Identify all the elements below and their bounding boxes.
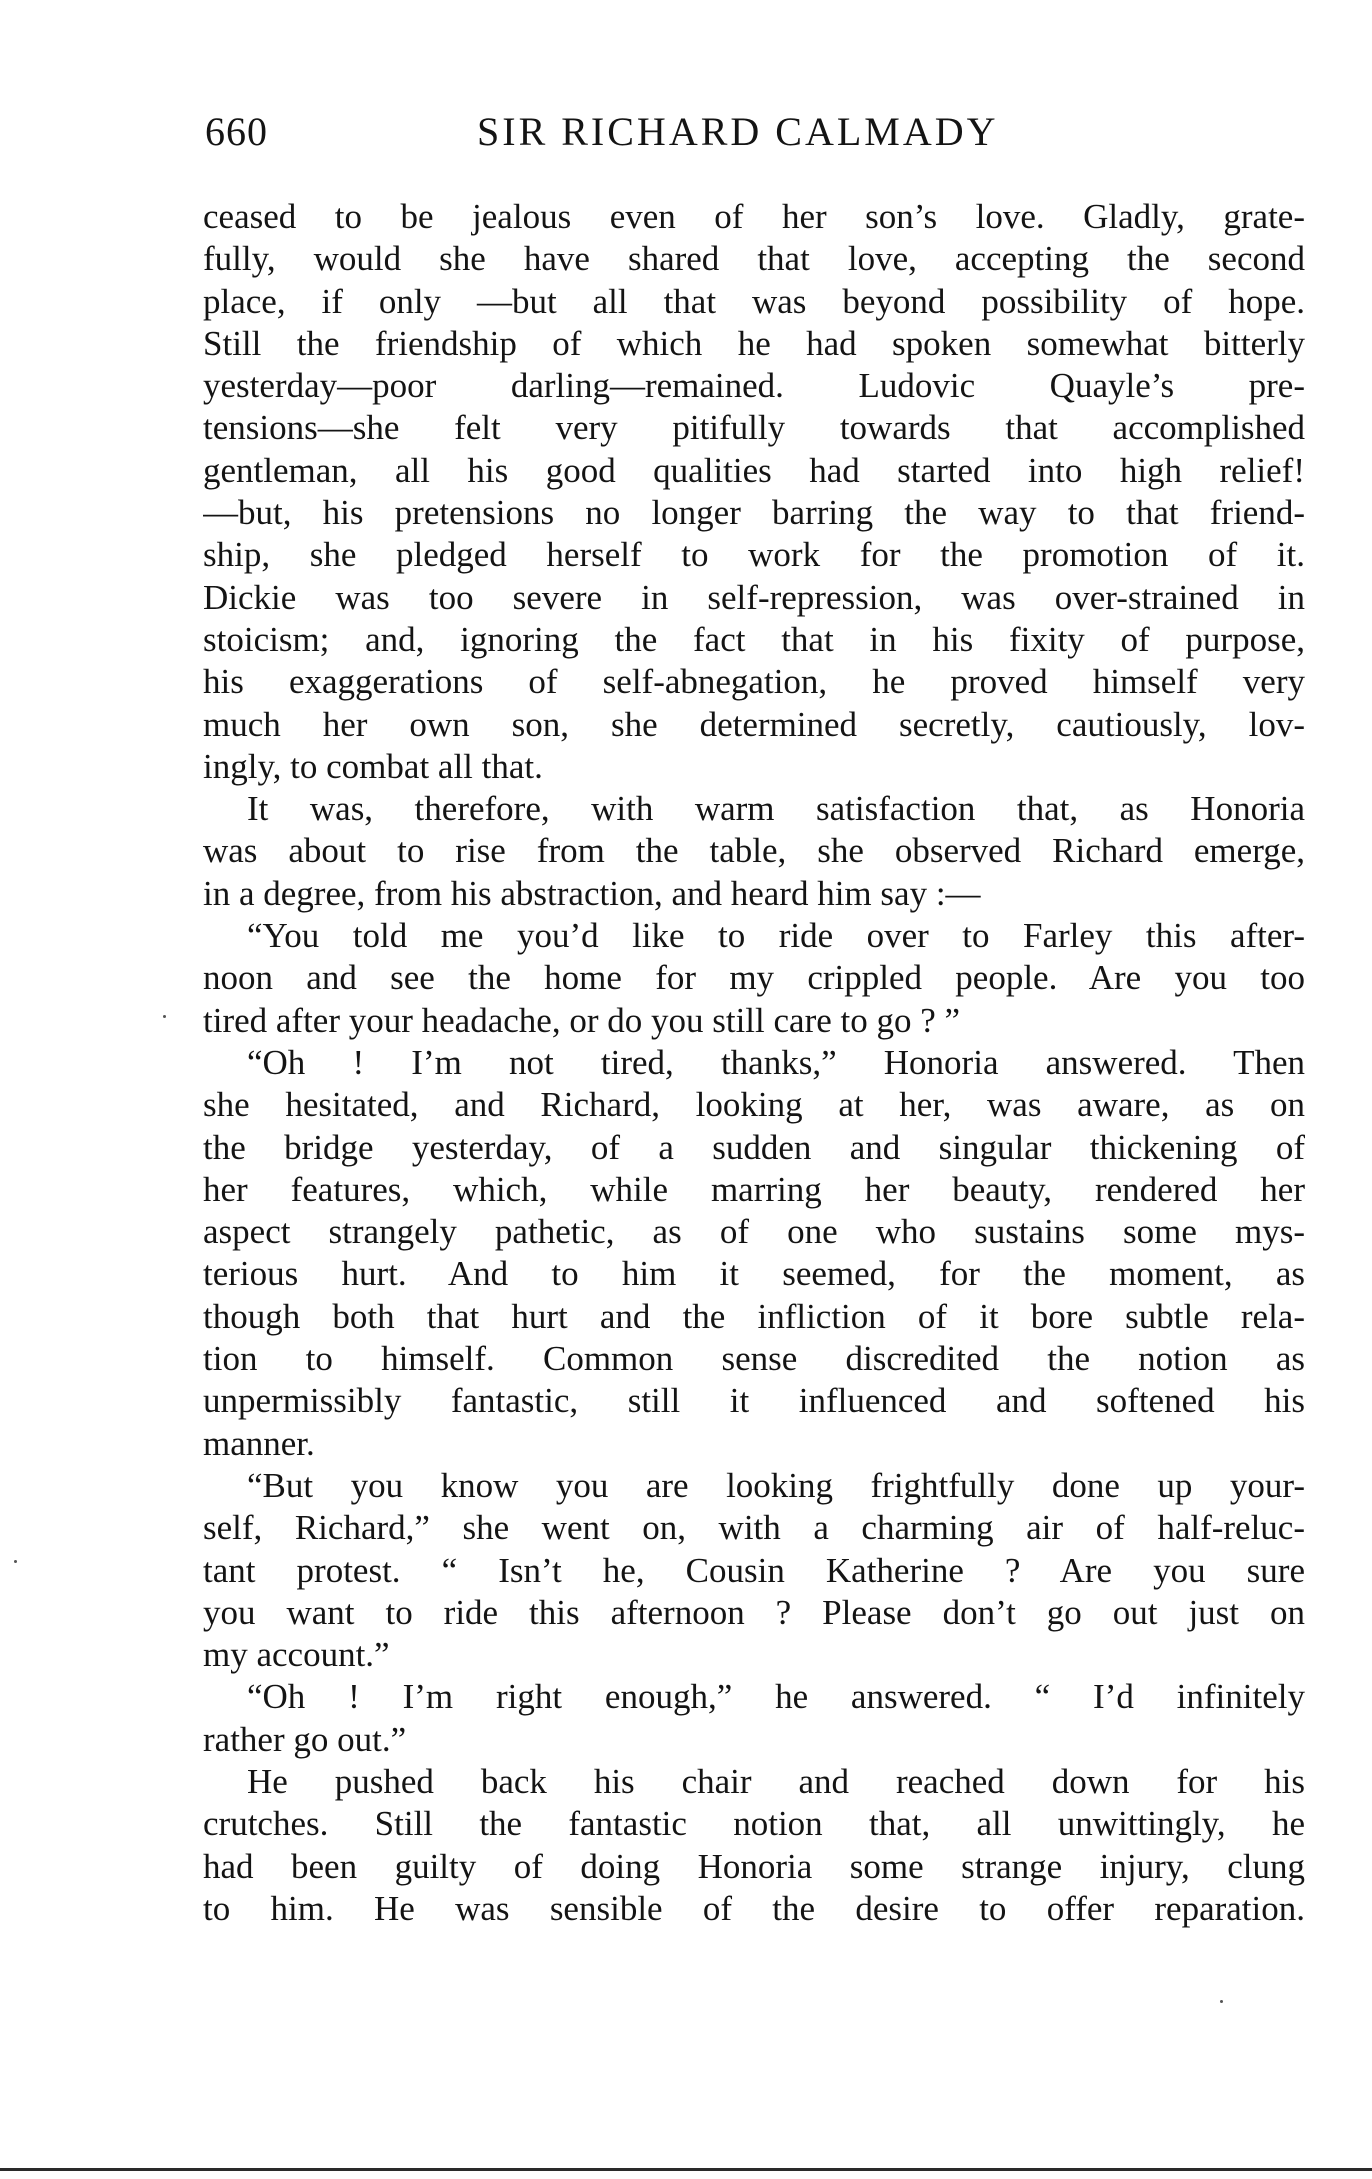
text-line: she hesitated, and Richard, looking at her, was aware, as on [203,1085,1305,1125]
text-line: Still the friendship of which he had spoken somewhat bitterly [203,323,1305,363]
text-line: gentleman, all his good qualities had started into high relief! [203,450,1305,490]
text-line: much her own son, she determined secretly, cautiously, lov- [203,704,1305,744]
text-line: you want to ride this afternoon ? Please don’t go out just on [203,1592,1305,1632]
text-line: Dickie was too severe in self-repression, was over-strained in [203,577,1305,617]
text-line: place, if only —but all that was beyond possibility of hope. [203,281,1305,321]
scan-speck [1220,2000,1223,2003]
text-line: was about to rise from the table, she observed Richard emerge, [203,831,1305,871]
text-line: ceased to be jealous even of her son’s love. Gladly, grate- [203,197,1305,236]
text-line: to him. He was sensible of the desire to offer reparation. [203,1888,1305,1928]
scan-speck [14,1560,17,1563]
text-line: tired after your headache, or do you still care to go ? ” [203,1000,961,1040]
text-line: unpermissibly fantastic, still it influenced and softened his [203,1381,1305,1421]
text-line: fully, would she have shared that love, accepting the second [203,239,1305,279]
scan-speck [163,1015,166,1018]
running-head [205,108,1305,168]
text-line: my account.” [203,1635,390,1675]
text-line: stoicism; and, ignoring the fact that in his fixity of purpose, [203,619,1305,659]
text-line: crutches. Still the fantastic notion that, all unwittingly, he [203,1804,1305,1844]
text-line: yesterday—poor darling—remained. Ludovic Quayle’s pre- [203,366,1305,406]
text-line: tant protest. “ Isn’t he, Cousin Katherine ? Are you sure [203,1550,1305,1590]
text-line: terious hurt. And to him it seemed, for the moment, as [203,1254,1305,1294]
text-line: “You told me you’d like to ride over to Farley this after- [247,916,1305,956]
text-line: “Oh ! I’m not tired, thanks,” Honoria answered. Then [247,1042,1305,1082]
text-line: “But you know you are looking frightfully done up your- [247,1465,1305,1505]
book-title: SIR RICHARD CALMADY [477,109,999,154]
page-number: 660 [205,109,268,154]
text-line: her features, which, while marring her beauty, rendered her [203,1169,1305,1209]
text-line: manner. [203,1423,315,1463]
text-line: It was, therefore, with warm satisfaction that, as Honoria [247,789,1305,829]
text-line: the bridge yesterday, of a sudden and singular thickening of [203,1127,1305,1167]
body-text [203,196,1305,1930]
text-line: He pushed back his chair and reached down for his [247,1761,1305,1801]
text-line: “Oh ! I’m right enough,” he answered. “ I’d infinitely [247,1677,1305,1717]
text-line: noon and see the home for my crippled people. Are you too [203,958,1305,998]
text-line: though both that hurt and the infliction of it bore subtle rela- [203,1296,1305,1336]
text-line: tensions—she felt very pitifully towards that accomplished [203,408,1305,448]
text-line: aspect strangely pathetic, as of one who sustains some mys- [203,1212,1305,1252]
text-line: ship, she pledged herself to work for the promotion of it. [203,535,1305,575]
text-line: had been guilty of doing Honoria some strange injury, clung [203,1846,1305,1886]
page-bottom-edge [0,2168,1372,2171]
text-line: ingly, to combat all that. [203,746,543,786]
text-line: —but, his pretensions no longer barring the way to that friend- [203,493,1305,533]
text-line: rather go out.” [203,1719,407,1759]
text-line: in a degree, from his abstraction, and heard him say :— [203,873,981,913]
text-line: self, Richard,” she went on, with a charming air of half-reluc- [203,1508,1305,1548]
text-line: tion to himself. Common sense discredited the notion as [203,1339,1305,1379]
text-line: his exaggerations of self-abnegation, he proved himself very [203,662,1305,702]
